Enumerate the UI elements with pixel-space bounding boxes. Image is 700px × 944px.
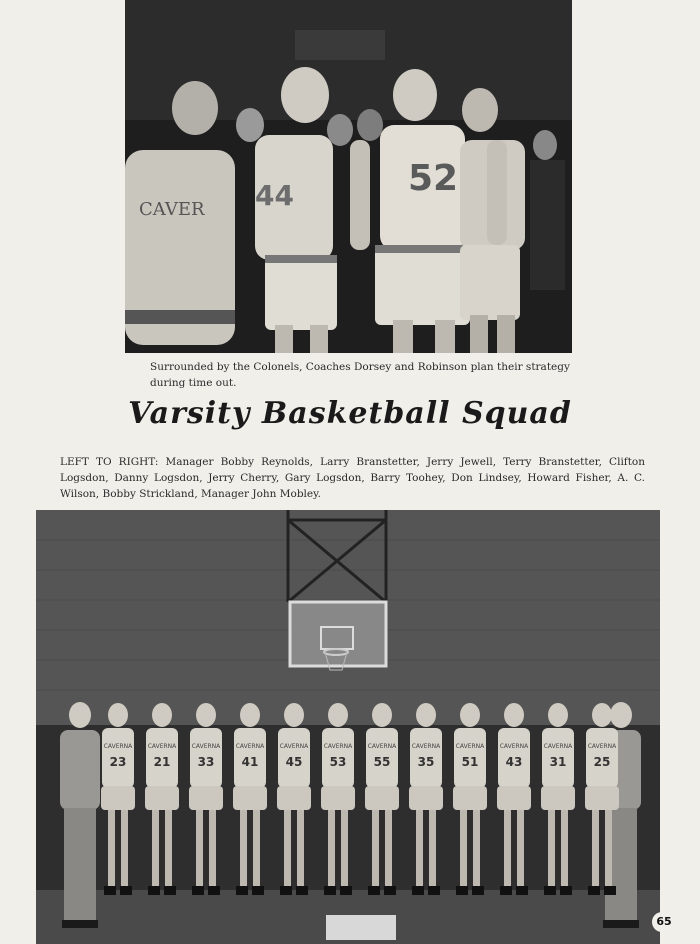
jersey-text: CAVERNA	[323, 743, 353, 750]
roster-names: LEFT TO RIGHT: Manager Bobby Reynolds, Larry Branstetter, Jerry Jewell, Terry Branstetter, Clifton Logsdon, Danny Logsdon, Jerry Cherry, Gary Logsdon, Barry Toohey, Don Lindsey, Howard Fisher, A. C. Wilson, Bobby Strickland, Manager John Mobley.	[60, 456, 645, 500]
jersey-text: CAVERNA	[499, 743, 529, 750]
jacket-lettering: CAVER	[139, 199, 205, 220]
jersey-number: 51	[461, 755, 479, 769]
page-number: 65	[652, 912, 676, 932]
jersey-text: CAVERNA	[279, 743, 309, 750]
huddle-photo	[125, 0, 572, 353]
team-photo	[36, 510, 660, 944]
jersey-number: 55	[373, 755, 391, 769]
jersey-number: 45	[285, 755, 303, 769]
jersey-number: 41	[241, 755, 259, 769]
jersey-number: 21	[153, 755, 171, 769]
jersey-number: 25	[593, 755, 611, 769]
jersey-text: CAVERNA	[103, 743, 133, 750]
page-title: Varsity Basketball Squad	[128, 396, 572, 431]
jersey-text: CAVERNA	[411, 743, 441, 750]
jersey-text: CAVERNA	[367, 743, 397, 750]
jersey-text: CAVERNA	[235, 743, 265, 750]
jersey-number-44: 44	[255, 179, 294, 212]
jersey-text: CAVERNA	[543, 743, 573, 750]
jersey-text: CAVERNA	[587, 743, 617, 750]
jersey-text: CAVERNA	[191, 743, 221, 750]
jersey-number: 43	[505, 755, 523, 769]
jersey-number: 23	[109, 755, 127, 769]
jersey-number: 35	[417, 755, 435, 769]
jersey-text: CAVERNA	[147, 743, 177, 750]
jersey-number-52: 52	[408, 158, 459, 199]
jersey-number: 53	[329, 755, 347, 769]
photo-caption: Surrounded by the Colonels, Coaches Dorsey and Robinson plan their strategy during time out.	[150, 361, 570, 389]
jersey-number: 31	[549, 755, 567, 769]
manager-left	[60, 702, 100, 928]
jersey-number: 33	[197, 755, 215, 769]
jersey-text: CAVERNA	[455, 743, 485, 750]
